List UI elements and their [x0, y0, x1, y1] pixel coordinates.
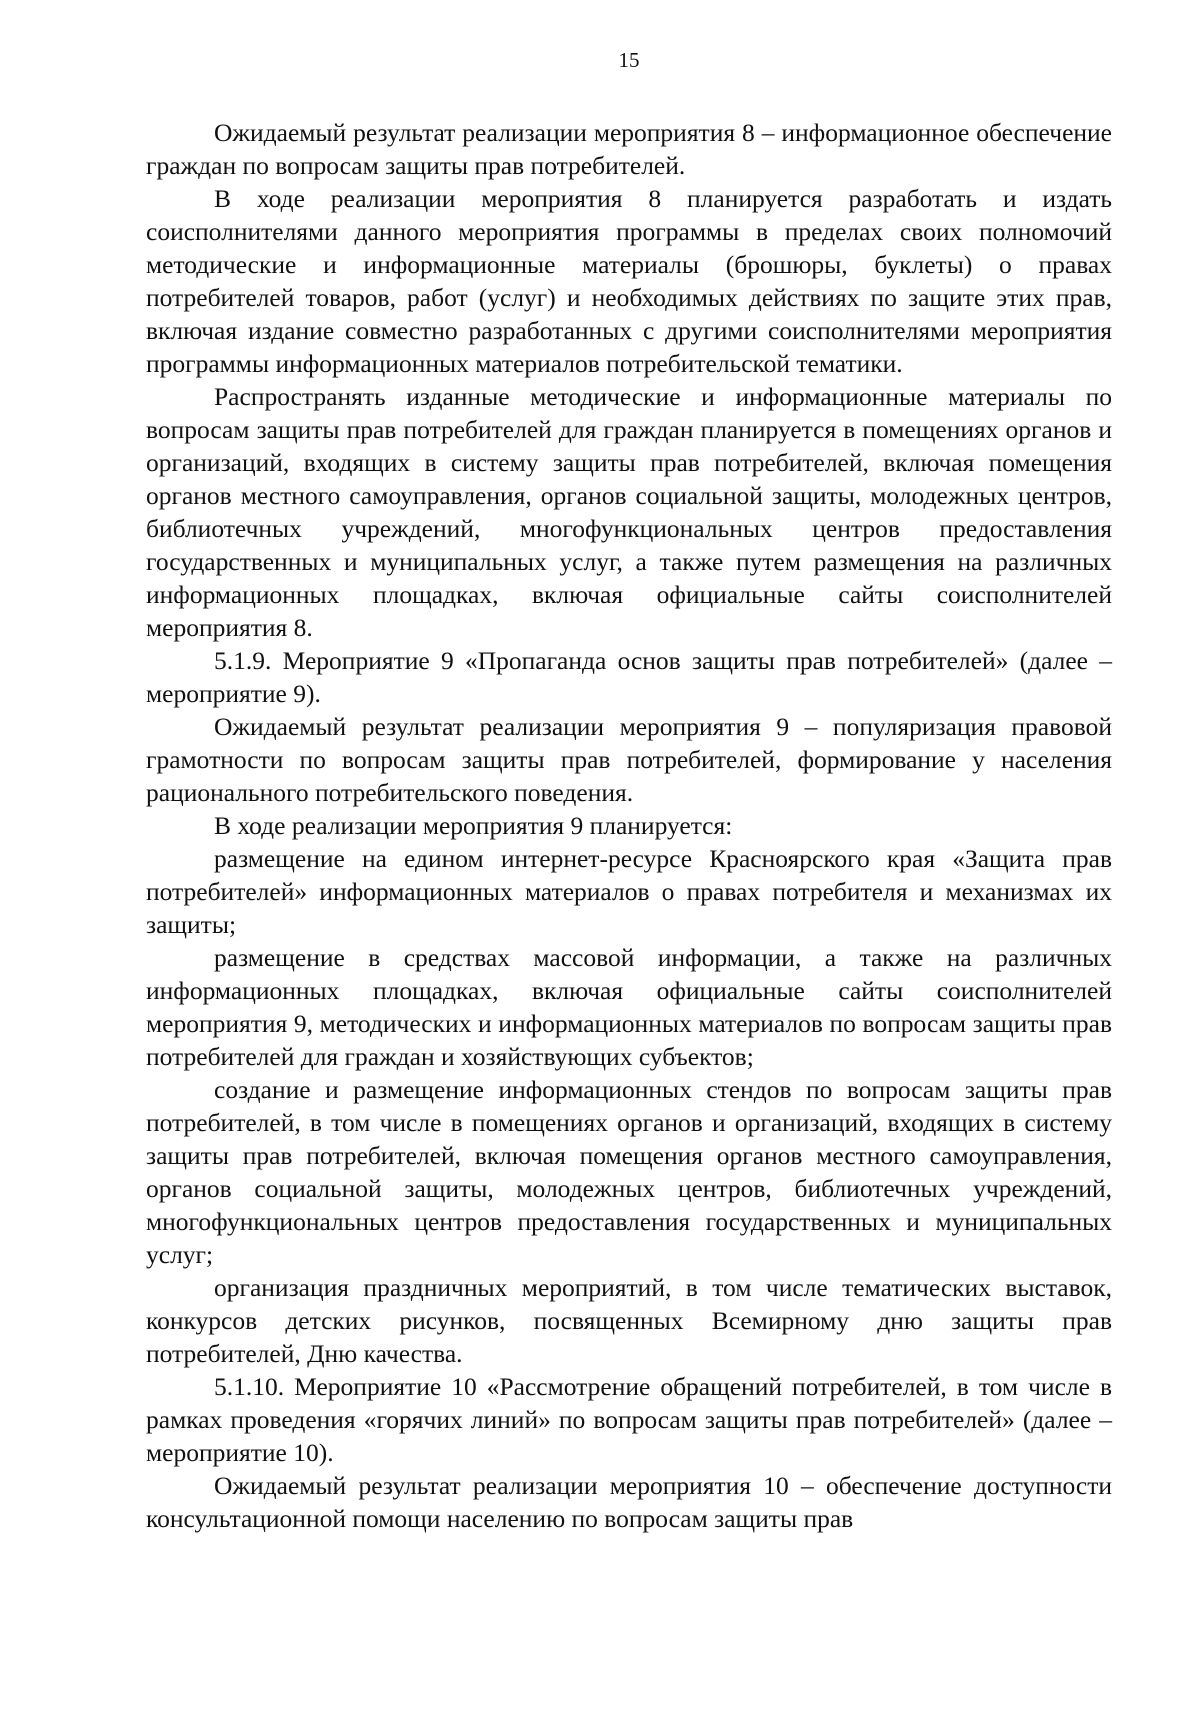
paragraph: размещение в средствах массовой информации, а также на различных информационных площадках, включая официальные сайты соисполнителей мероприятия 9, методических и информационных материалов по вопросам защиты прав потребителей для граждан и хозяйствующих субъектов; — [146, 943, 1112, 1071]
paragraph: размещение на едином интернет-ресурсе Красноярского края «Защита прав потребителей» информационных материалов о правах потребителя и механизмах их защиты; — [146, 844, 1112, 939]
paragraph: Ожидаемый результат реализации мероприятия 9 – популяризация правовой грамотности по вопросам защиты прав потребителей, формирование у населения рационального потребительского поведения. — [146, 712, 1112, 807]
paragraph: 5.1.10. Мероприятие 10 «Рассмотрение обращений потребителей, в том числе в рамках проведения «горячих линий» по вопросам защиты прав потребителей» (далее – мероприятие 10). — [146, 1372, 1112, 1467]
paragraph: Ожидаемый результат реализации мероприятия 10 – обеспечение доступности консультационной помощи населению по вопросам защиты прав — [146, 1471, 1112, 1533]
paragraph: Ожидаемый результат реализации мероприятия 8 – информационное обеспечение граждан по вопросам защиты прав потребителей. — [146, 118, 1112, 180]
paragraph: 5.1.9. Мероприятие 9 «Пропаганда основ защиты прав потребителей» (далее – мероприятие 9). — [146, 646, 1112, 708]
paragraph: В ходе реализации мероприятия 8 планируется разработать и издать соисполнителями данного мероприятия программы в пределах своих полномочий методические и информационные материалы (брошюры, буклеты) о правах потребителей товаров, работ (услуг) и необходимых действиях по защите этих прав, включая издание совместно разработанных с другими соисполнителями мероприятия программы информационных материалов потребительской тематики. — [146, 184, 1112, 378]
body-text — [146, 116, 1112, 1535]
paragraph: организация праздничных мероприятий, в том числе тематических выставок, конкурсов детских рисунков, посвященных Всемирному дню защиты прав потребителей, Дню качества. — [146, 1273, 1112, 1368]
paragraph: создание и размещение информационных стендов по вопросам защиты прав потребителей, в том числе в помещениях органов и организаций, входящих в систему защиты прав потребителей, включая помещения органов местного самоуправления, органов социальной защиты, молодежных центров, библиотечных учреждений, многофункциональных центров предоставления государственных и муниципальных услуг; — [146, 1075, 1112, 1269]
page-number: 15 — [618, 48, 640, 72]
paragraph: Распространять изданные методические и информационные материалы по вопросам защиты прав потребителей для граждан планируется в помещениях органов и организаций, входящих в систему защиты прав потребителей, включая помещения органов местного самоуправления, органов социальной защиты, молодежных центров, библиотечных учреждений, многофункциональных центров предоставления государственных и муниципальных услуг, а также путем размещения на различных информационных площадках, включая официальные сайты соисполнителей мероприятия 8. — [146, 382, 1112, 642]
paragraph: В ходе реализации мероприятия 9 планируется: — [214, 811, 733, 840]
